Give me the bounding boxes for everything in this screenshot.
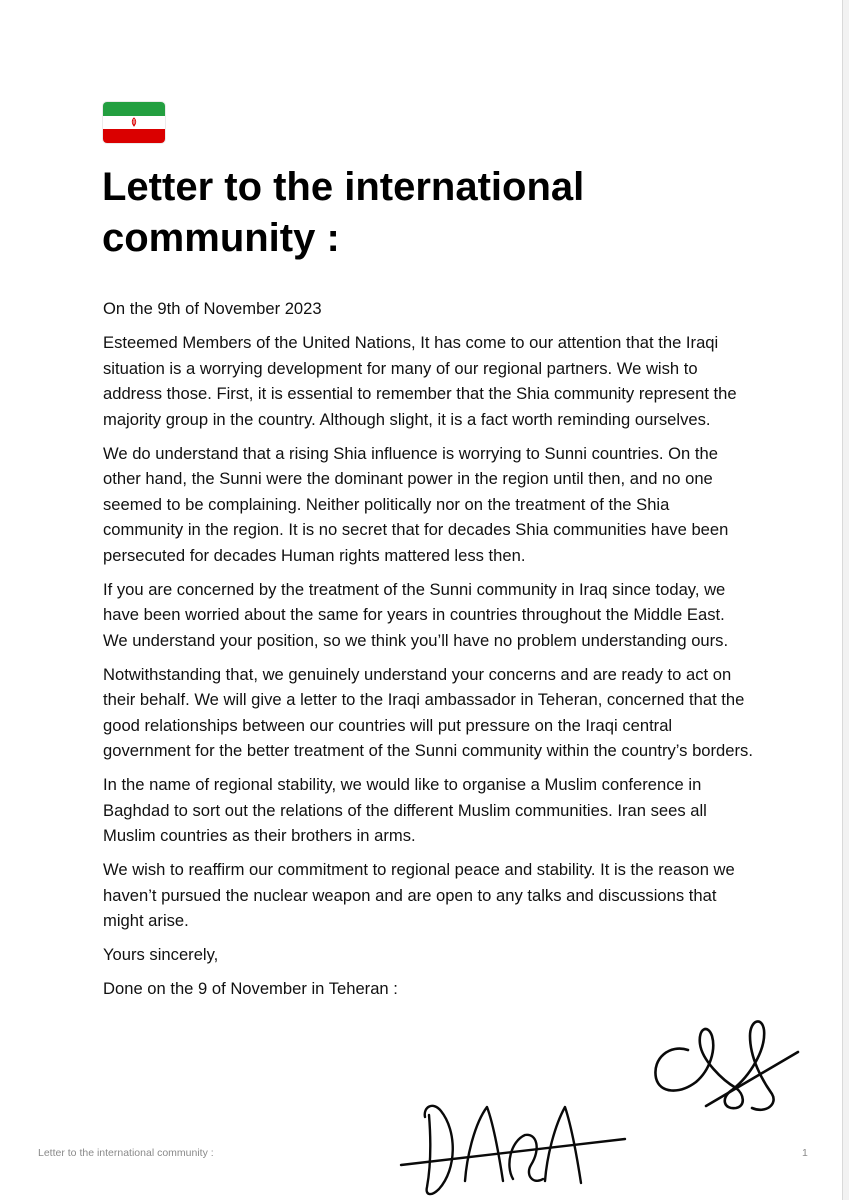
handwritten-signature-right (640, 1010, 810, 1125)
paragraph: In the name of regional stability, we would like to organise a Muslim conference in Baghdad to sort out the relations of the different Muslim communities. Iran sees all Muslim countries as their brothers in arms. (103, 775, 707, 845)
paragraph: If you are concerned by the treatment of the Sunni community in Iraq since today, we have been worried about the same for years in countries throughout the Middle East. We understand your position, so we think you’ll have no problem understanding ours. (103, 579, 729, 650)
paragraph: Esteemed Members of the United Nations, It has come to our attention that the Iraqi situation is a worrying development for many of our regional partners. We wish to address those. First, it is essential to remember that the Shia community represent the majority group in the country. Although slight, it is a fact worth reminding ourselves. (103, 333, 737, 429)
signoff-line: Done on the 9 of November in Teheran : (103, 979, 398, 998)
flag-emblem-icon (130, 118, 138, 127)
paragraph: Notwithstanding that, we genuinely understand your concerns and are ready to act on their behalf. We will give a letter to the Iraqi ambassador in Teheran, concerned that the good relationships between our countries will put pressure on the Iraqi central government for the better treatment of the Sunni community within the country’s borders. (103, 664, 753, 760)
letter-title: Letter to the international community : (102, 165, 585, 260)
flag-white-stripe (103, 116, 165, 130)
flag-green-stripe (103, 102, 165, 116)
footer-title: Letter to the international community : (38, 1147, 214, 1159)
handwritten-signature-left (395, 1095, 635, 1200)
page-number: 1 (802, 1147, 808, 1159)
page-edge (842, 0, 849, 1200)
letter-body (103, 296, 753, 1010)
paragraph: We do understand that a rising Shia influence is worrying to Sunni countries. On the other hand, the Sunni were the dominant power in the region until then, and no one seemed to be complaining. Neither politically nor on the treatment of the Shia community in the region. It is no secret that for decades Shia communities have been persecuted for decades Human rights mattered less then. (103, 443, 729, 565)
iran-flag-icon (103, 102, 165, 143)
closing-line: Yours sincerely, (103, 945, 219, 964)
flag-red-stripe (103, 129, 165, 143)
date-line: On the 9th of November 2023 (103, 299, 322, 318)
paragraph: We wish to reaffirm our commitment to regional peace and stability. It is the reason we haven’t pursued the nuclear weapon and are open to any talks and discussions that might arise. (103, 860, 735, 930)
